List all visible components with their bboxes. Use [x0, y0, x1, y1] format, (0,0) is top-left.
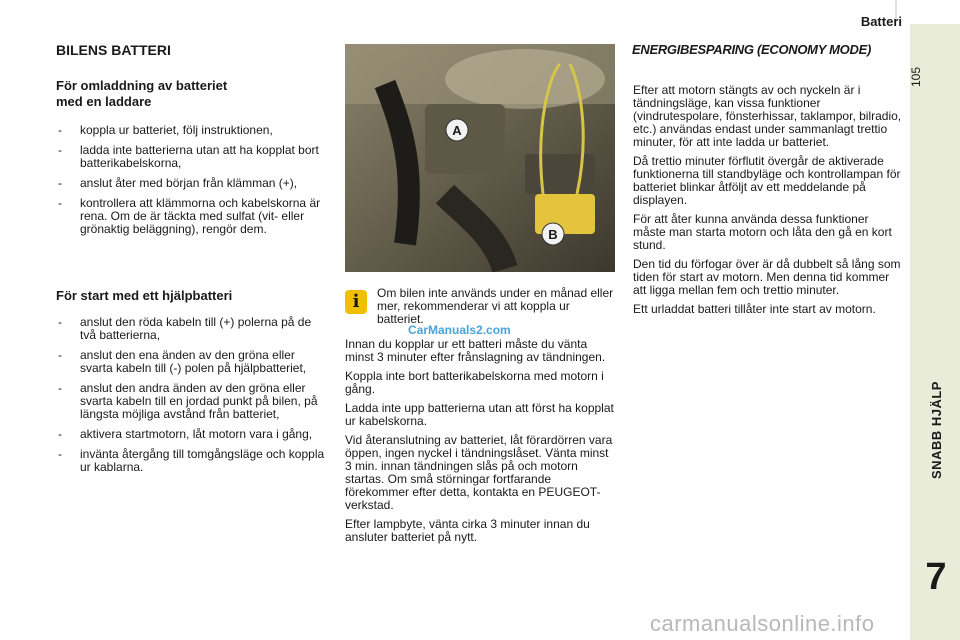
list-item: - koppla ur batteriet, följ instruktionen,: [56, 124, 326, 137]
eco-paragraph: För att åter kunna använda dessa funktioner måste man starta motorn och låta den gå en kort stund.: [633, 212, 892, 252]
info-note: Om bilen inte används under en månad eller mer, rekommenderar vi att koppla ur batteriet.: [377, 286, 614, 326]
list-item: - anslut den ena änden av den gröna eller svarta kabeln till (-) polen på hjälpbatteriet,: [56, 349, 326, 375]
charging-heading: För omladdning av batteriet med en laddare: [56, 78, 228, 109]
eco-section: [633, 84, 903, 322]
page-header-title: Batteri: [860, 14, 902, 29]
chapter-number: 7: [925, 556, 947, 598]
eco-paragraph: Då trettio minuter förflutit övergår de aktiverade funktionerna till standbyläge och kontrollampan för batteriet blinkar åtföljt av ett meddelande på displayen.: [633, 154, 901, 207]
engine-photo: [345, 44, 615, 272]
jumpstart-heading: För start med ett hjälpbatteri: [56, 288, 233, 303]
list-item: - anslut den röda kabeln till (+) polerna på de två batterierna,: [56, 316, 326, 342]
photo-label-b: B: [548, 227, 558, 242]
charging-section: [56, 78, 326, 243]
eco-paragraph: Den tid du förfogar över är då dubbelt så lång som tiden för start av motorn. Men denna tid kommer att ligga mellan fem och trettio minuter.: [633, 257, 901, 297]
list-item: - anslut åter med början från klämman (+),: [56, 177, 326, 190]
list-item: - ladda inte batterierna utan att ha kopplat bort batterikabelskorna,: [56, 144, 326, 170]
sidebar-band: [910, 0, 960, 640]
eco-paragraph: Ett urladdat batteri tillåter inte start av motorn.: [633, 302, 876, 316]
eco-mode-heading: ENERGIBESPARING (ECONOMY MODE): [632, 42, 871, 57]
page-number: 105: [908, 66, 923, 88]
page-title: BILENS BATTERI: [56, 42, 171, 58]
info-section: [345, 338, 617, 550]
info-icon: i: [345, 290, 367, 314]
list-item: - kontrollera att klämmorna och kabelskorna är rena. Om de är täckta med sulfat (vit- eller grönaktig beläggning), rengör dem.: [56, 197, 326, 236]
jumpstart-section: [56, 288, 326, 481]
list-item: - invänta återgång till tomgångsläge och koppla ur kablarna.: [56, 448, 326, 474]
watermark-carmanuals2: CarManuals2.com: [408, 323, 511, 337]
info-paragraph: Ladda inte upp batterierna utan att först ha kopplat ur kabelskorna.: [345, 401, 614, 428]
list-item: - anslut den andra änden av den gröna eller svarta kabeln till en jordad punkt på bilen, på längsta möjliga avstånd från batteriet,: [56, 382, 326, 421]
photo-label-a: A: [452, 123, 462, 138]
sidebar-top: [910, 0, 960, 24]
info-paragraph: Efter lampbyte, vänta cirka 3 minuter innan du ansluter batteriet på nytt.: [345, 517, 590, 544]
section-label: SNABB HJÄLP: [929, 381, 944, 479]
info-paragraph: Innan du kopplar ur ett batteri måste du vänta minst 3 minuter efter frånslagning av tändningen.: [345, 337, 606, 364]
info-paragraph: Koppla inte bort batterikabelskorna med motorn i gång.: [345, 369, 604, 396]
watermark-carmanualsonline: carmanualsonline.info: [650, 611, 875, 636]
charging-list: [56, 124, 326, 236]
engine-illustration: [345, 44, 615, 272]
jumpstart-list: [56, 316, 326, 474]
list-item: - aktivera startmotorn, låt motorn vara i gång,: [56, 428, 326, 441]
info-paragraph: Vid återanslutning av batteriet, låt förardörren vara öppen, ingen nyckel i tändningslåset. Vänta minst 3 min. innan tändningen slås på och motorn startas. Om små störningar fortfarande förekommer efter detta, kontakta en PEUGEOT-verkstad.: [345, 433, 613, 512]
eco-paragraph: Efter att motorn stängts av och nyckeln är i tändningsläge, kan vissa funktioner (vindrutespolare, fönsterhissar, taklampor, bilradio, etc.) användas endast under sammanlagt trettio minuter, för att inte ladda ur batteriet.: [633, 83, 902, 149]
